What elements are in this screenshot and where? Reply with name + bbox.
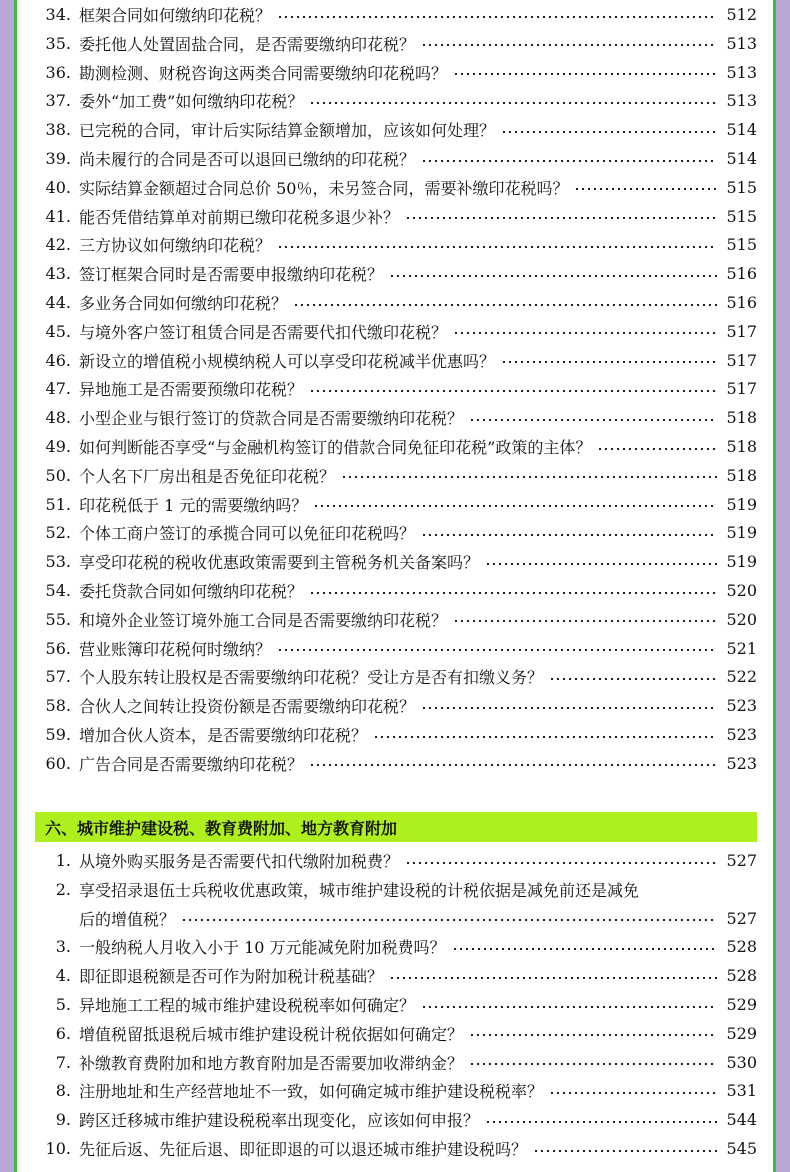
toc-entry[interactable] [35, 1076, 757, 1105]
entry-number: 54. [45, 581, 71, 600]
entry-title: 已完税的合同，审计后实际结算金额增加，应该如何处理？ [79, 121, 496, 141]
entry-title: 小型企业与银行签订的贷款合同是否需要缴纳印花税？ [79, 409, 464, 429]
page-number: 513 [726, 91, 757, 111]
page-number: 520 [726, 609, 757, 629]
entry-title: 个人股东转让股权是否需要缴纳印花税？受让方是否有扣缴义务？ [79, 668, 544, 688]
entry-title: 即征即退税额是否可作为附加税计税基础？ [79, 967, 384, 987]
toc-entry[interactable] [35, 374, 757, 403]
toc-entry[interactable] [35, 0, 757, 29]
page-number: 522 [726, 667, 757, 687]
page-number: 515 [726, 235, 757, 255]
entry-number: 42. [45, 235, 71, 255]
page-number: 516 [726, 293, 757, 312]
toc-entry[interactable] [35, 904, 757, 933]
toc-entry[interactable] [35, 846, 757, 875]
entry-number: 6. [55, 1023, 71, 1043]
page-number: 514 [726, 120, 757, 140]
entry-number: 39. [45, 149, 71, 168]
entry-title: 广告合同是否需要缴纳印花税？ [79, 754, 304, 774]
entry-title: 增值税留抵退税后城市维护建设税计税依据如何确定？ [79, 1024, 464, 1044]
toc-entry[interactable] [35, 202, 757, 231]
dot-leader [277, 649, 717, 651]
toc-entry[interactable] [35, 990, 757, 1019]
entry-title: 后的增值税？ [79, 909, 176, 929]
dot-leader [469, 419, 717, 421]
entry-title: 委托贷款合同如何缴纳印花税？ [79, 582, 304, 601]
page-number: 514 [726, 149, 757, 168]
entry-title: 勘测检测、财税咨询这两类合同需要缴纳印花税吗？ [79, 63, 448, 83]
dot-leader [341, 476, 717, 478]
entry-title: 享受招录退伍士兵税收优惠政策，城市维护建设税的计税依据是减免前还是减免 [79, 880, 640, 900]
entry-title: 框架合同如何缴纳印花税？ [79, 6, 272, 25]
page-number: 516 [726, 264, 757, 284]
dot-leader [277, 246, 717, 248]
entry-number: 10. [45, 1139, 71, 1158]
dot-leader [309, 592, 717, 594]
entry-number: 38. [45, 120, 71, 140]
dot-leader [421, 44, 717, 46]
toc-entry[interactable] [35, 115, 757, 144]
toc-entry[interactable] [35, 432, 757, 461]
toc-entry[interactable] [35, 932, 757, 961]
dot-leader [421, 707, 717, 709]
dot-leader [373, 736, 717, 738]
dot-leader [469, 1034, 717, 1036]
page-number: 523 [726, 753, 757, 773]
page-number: 517 [726, 350, 757, 370]
dot-leader [549, 1092, 717, 1094]
entry-number: 59. [45, 725, 71, 744]
entry-number: 55. [45, 609, 71, 629]
entry-number: 46. [45, 350, 71, 370]
entry-title: 尚未履行的合同是否可以退回已缴纳的印花税？ [79, 150, 416, 169]
dot-leader [501, 361, 717, 363]
entry-number: 53. [45, 552, 71, 572]
dot-leader [309, 764, 717, 766]
entry-number: 52. [45, 523, 71, 543]
toc-entry[interactable] [35, 230, 757, 259]
entry-number: 60. [45, 753, 71, 773]
entry-number: 8. [55, 1081, 71, 1101]
toc-entry[interactable] [35, 691, 757, 720]
toc-entry[interactable] [35, 1019, 757, 1048]
page-number: 517 [726, 321, 757, 341]
toc-entry[interactable] [35, 461, 757, 490]
toc-entry[interactable] [35, 634, 757, 663]
toc-entry[interactable] [35, 720, 757, 749]
dot-leader [421, 160, 717, 162]
page-number: 513 [726, 62, 757, 82]
entry-title: 享受印花税的税收优惠政策需要到主管税务机关备案吗？ [79, 553, 480, 573]
entry-title: 个人名下厂房出租是否免征印花税？ [79, 466, 336, 486]
toc-entry[interactable] [35, 1134, 757, 1163]
page-number: 545 [726, 1139, 757, 1158]
page-number: 527 [726, 851, 757, 870]
dot-leader [453, 620, 717, 622]
dot-leader [574, 188, 717, 190]
toc-entry[interactable] [35, 317, 757, 346]
page-number: 512 [726, 5, 757, 24]
toc-entry[interactable] [35, 605, 757, 634]
section-header [35, 812, 757, 842]
entry-title: 跨区迁移城市维护建设税税率出现变化，应该如何申报？ [79, 1111, 480, 1131]
toc-entry[interactable] [35, 86, 757, 115]
page-number: 515 [726, 206, 757, 226]
entry-number: 34. [45, 5, 71, 24]
toc-entry[interactable] [35, 1105, 757, 1134]
entry-title: 新设立的增值税小规模纳税人可以享受印花税减半优惠吗？ [79, 351, 496, 371]
dot-leader [533, 1150, 717, 1152]
dot-leader [501, 131, 717, 133]
entry-title: 从境外购买服务是否需要代扣代缴附加税费？ [79, 852, 400, 871]
toc-entry[interactable] [35, 346, 757, 375]
entry-number: 5. [55, 995, 71, 1014]
entry-title: 印花税低于 1 元的需要缴纳吗？ [79, 495, 308, 515]
dot-leader [277, 16, 717, 18]
entry-title: 能否凭借结算单对前期已缴印花税多退少补？ [79, 207, 400, 227]
entry-title: 增加合伙人资本，是否需要缴纳印花税？ [79, 726, 368, 745]
dot-leader [452, 948, 717, 950]
page-number: 518 [726, 408, 757, 428]
dot-leader [389, 977, 717, 979]
page-number: 529 [726, 1023, 757, 1043]
page-number: 515 [726, 177, 757, 197]
toc-entry[interactable] [35, 29, 757, 58]
entry-title: 营业账簿印花税何时缴纳？ [79, 639, 272, 659]
page-number: 520 [726, 581, 757, 600]
dot-leader [421, 1006, 717, 1008]
entry-title: 合伙人之间转让投资份额是否需要缴纳印花税？ [79, 697, 416, 717]
dot-leader [549, 678, 717, 680]
entry-number: 58. [45, 696, 71, 716]
page-number: 519 [726, 523, 757, 543]
page-number: 544 [726, 1110, 757, 1130]
entry-number: 50. [45, 465, 71, 485]
toc-entry[interactable] [35, 58, 757, 87]
entry-title: 与境外客户签订租赁合同是否需要代扣代缴印花税？ [79, 322, 448, 342]
dot-leader [597, 448, 717, 450]
section-title: 六、城市维护建设税、教育费附加、地方教育附加 [45, 818, 398, 838]
toc-entry[interactable] [35, 961, 757, 990]
entry-title: 实际结算金额超过合同总价 50％，未另签合同，需要补缴印花税吗？ [79, 178, 569, 198]
dot-leader [453, 73, 717, 75]
toc-entry[interactable] [35, 749, 757, 778]
dot-leader [421, 534, 717, 536]
page-number: 527 [726, 908, 757, 928]
dot-leader [309, 102, 717, 104]
entry-number: 57. [45, 667, 71, 687]
page-number: 531 [726, 1081, 757, 1101]
entry-title: 补缴教育费附加和地方教育附加是否需要加收滞纳金？ [79, 1053, 464, 1073]
entry-number: 47. [45, 379, 71, 399]
dot-leader [485, 563, 717, 565]
entry-number: 37. [45, 91, 71, 111]
entry-title: 注册地址和生产经营地址不一致，如何确定城市维护建设税税率？ [79, 1082, 544, 1102]
page-number: 519 [726, 552, 757, 572]
entry-number: 44. [45, 293, 71, 312]
entry-title: 委托他人处置固盐合同，是否需要缴纳印花税？ [79, 34, 416, 54]
dot-leader [405, 862, 717, 864]
entry-number: 49. [45, 437, 71, 456]
toc-entry[interactable] [35, 662, 757, 691]
entry-title: 委外“加工费”如何缴纳印花税？ [79, 92, 304, 112]
entry-number: 40. [45, 177, 71, 197]
toc-entry[interactable] [35, 547, 757, 576]
dot-leader [389, 275, 717, 277]
page-number: 519 [726, 494, 757, 514]
toc-entry[interactable] [35, 518, 757, 547]
page-number: 513 [726, 33, 757, 53]
entry-number: 7. [55, 1052, 71, 1072]
dot-leader [181, 919, 717, 921]
entry-number: 4. [55, 966, 71, 986]
entry-number: 2. [55, 879, 71, 899]
toc-entry[interactable] [35, 173, 757, 202]
page-number: 523 [726, 696, 757, 716]
dot-leader [453, 332, 717, 334]
entry-number: 35. [45, 33, 71, 53]
entry-title: 如何判断能否享受“与金融机构签订的借款合同免征印花税”政策的主体？ [79, 438, 592, 457]
page-number: 517 [726, 379, 757, 399]
page-number: 529 [726, 995, 757, 1014]
toc-entry[interactable] [35, 259, 757, 288]
toc-entry[interactable] [35, 144, 757, 173]
entry-title: 和境外企业签订境外施工合同是否需要缴纳印花税？ [79, 610, 448, 630]
toc-entry[interactable] [35, 403, 757, 432]
dot-leader [469, 1063, 717, 1065]
dot-leader [485, 1121, 717, 1123]
toc-entry[interactable] [35, 490, 757, 519]
entry-title: 异地施工是否需要预缴印花税？ [79, 380, 304, 400]
page-number: 521 [726, 638, 757, 658]
toc-entry[interactable] [35, 1048, 757, 1077]
page-number: 528 [726, 966, 757, 986]
entry-number: 56. [45, 638, 71, 658]
page-number: 523 [726, 725, 757, 744]
page-number: 530 [726, 1052, 757, 1072]
page-frame [14, 0, 776, 1172]
entry-number: 3. [55, 937, 71, 957]
toc-entry[interactable] [35, 288, 757, 317]
entry-title: 个体工商户签订的承揽合同可以免征印花税吗？ [79, 524, 416, 544]
page-number: 518 [726, 437, 757, 456]
entry-title: 一般纳税人月收入小于 10 万元能减免附加税费吗？ [79, 938, 446, 958]
entry-title: 多业务合同如何缴纳印花税？ [79, 294, 288, 313]
entry-number: 45. [45, 321, 71, 341]
entry-number: 1. [55, 851, 71, 870]
entry-title: 异地施工工程的城市维护建设税税率如何确定？ [79, 996, 416, 1015]
dot-leader [405, 217, 717, 219]
entry-title: 先征后返、先征后退、即征即退的可以退还城市维护建设税吗？ [79, 1140, 528, 1159]
entry-number: 36. [45, 62, 71, 82]
entry-number: 41. [45, 206, 71, 226]
dot-leader [293, 304, 717, 306]
toc-entry[interactable] [35, 576, 757, 605]
entry-title: 签订框架合同时是否需要申报缴纳印花税？ [79, 265, 384, 285]
entry-number: 51. [45, 494, 71, 514]
page-number: 518 [726, 465, 757, 485]
dot-leader [313, 505, 717, 507]
entry-number: 43. [45, 264, 71, 284]
dot-leader [309, 390, 717, 392]
entry-title: 三方协议如何缴纳印花税？ [79, 236, 272, 256]
entry-number: 9. [55, 1110, 71, 1130]
page-number: 528 [726, 937, 757, 957]
entry-number: 48. [45, 408, 71, 428]
toc-entry[interactable] [35, 875, 757, 904]
